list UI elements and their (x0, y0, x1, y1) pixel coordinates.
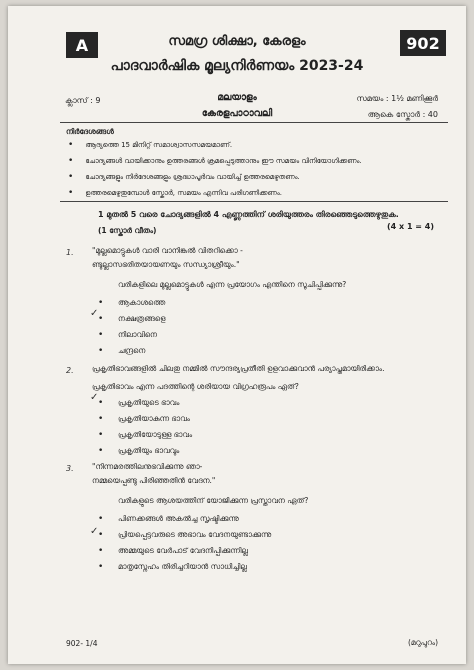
handwritten-tick-icon: ✓ (90, 526, 99, 537)
answer-option: • ആകാശത്തെ (118, 298, 165, 308)
instructions-list (68, 137, 362, 201)
time-label: സമയം : 1½ മണിക്കൂർ (356, 94, 438, 103)
question-quote-line: "നിന്നമരത്തിലനുഭവിക്കുന്നു ഞാ- (92, 462, 203, 471)
answer-option: • പ്രകൃതിയാകുന്ന ഭാവം (118, 414, 190, 424)
question-prompt: വരികളിലെ മുല്ലമൊട്ടുകൾ എന്ന പ്രയോഗം എന്തിനെ സൂചിപ്പിക്കുന്നു? (118, 280, 347, 289)
answer-option: • മാതൃസ്നേഹം തിരിച്ചറിയാൻ സാധിച്ചില്ല (118, 562, 247, 572)
answer-option: • പ്രിയപ്പെട്ടവരുടെ അഭാവം വേദനയുണ്ടാക്കുന്നു (118, 530, 271, 540)
answer-option: • നക്ഷത്രങ്ങളെ (118, 314, 165, 324)
instruction-item: • ആദ്യത്തെ 15 മിനിറ്റ് സമാശ്വാസസമയമാണ്. (68, 137, 362, 153)
continue-label: (മറുപുറം) (407, 638, 438, 647)
handwritten-tick-icon: ✓ (90, 308, 99, 319)
set-badge: A (66, 32, 98, 58)
organisation-title: സമഗ്ര ശിക്ഷാ, കേരളം (168, 34, 306, 49)
question-prompt: പ്രകൃതിഭാവം എന്ന പദത്തിന്റെ ശരിയായ വിഗ്രഹരൂപം ഏത്? (92, 382, 299, 391)
question-quote-line: നമ്മയെപ്പണ്ടു പിരിഞ്ഞതിൻ വേദന." (92, 476, 216, 485)
section-heading: 1 മുതൽ 5 വരെ ചോദ്യങ്ങളിൽ 4 എണ്ണത്തിന് ശരിയുത്തരം തിരഞ്ഞെടുത്തെഴുതുക. (98, 210, 399, 219)
instructions-box (60, 122, 448, 202)
answer-option: • നിലാവിനെ (118, 330, 157, 340)
question-quote-line: ണ്ടുല്ലാസഭരിതയായണയും സന്ധ്യാശ്രീയും." (92, 260, 240, 269)
answer-option: • പ്രകൃതിയുടെ ഭാവം (118, 398, 179, 408)
question-number: 1. (66, 248, 74, 257)
exam-title: പാദവാർഷിക മൂല്യനിർണയം 2023-24 (110, 58, 364, 74)
handwritten-tick-icon: ✓ (90, 392, 99, 403)
answer-option: • ചന്ദ്രനെ (118, 346, 145, 356)
instruction-item: • ഉത്തരമെഴുതുമ്പോൾ സ്കോർ, സമയം എന്നിവ പരിഗണിക്കണം. (68, 185, 362, 201)
paper-code-badge: 902 (400, 30, 446, 56)
instruction-item: • ചോദ്യങ്ങൾ വായിക്കാനും ഉത്തരങ്ങൾ ക്രമപ്പെടുത്താനും ഈ സമയം വിനിയോഗിക്കണം. (68, 153, 362, 169)
class-label: ക്ലാസ് : 9 (65, 96, 101, 105)
question-number: 2. (66, 366, 74, 375)
subject-title: മലയാളം (217, 92, 257, 103)
answer-option: • പ്രകൃതിയും ഭാവവും (118, 446, 179, 456)
answer-option: • പ്രകൃതിയോടുള്ള ഭാവം (118, 430, 192, 440)
paper-name: കേരളപാഠാവലി (201, 108, 273, 119)
instruction-item: • ചോദ്യങ്ങളും നിർദേശങ്ങളും ശ്രദ്ധാപൂർവം വായിച്ച് ഉത്തരമെഴുതണം. (68, 169, 362, 185)
answer-option: • പിണക്കങ്ങൾ അകൽച്ച സൃഷ്ടിക്കുന്നു (118, 514, 239, 524)
section-marks: (4 x 1 = 4) (386, 222, 434, 231)
question-prompt: വരികളുടെ ആശയത്തിന് യോജിക്കുന്ന പ്രസ്താവന ഏത്? (118, 496, 309, 505)
section-subheading: (1 സ്കോർ വീതം) (98, 226, 157, 235)
question-quote-line: "മുല്ലമൊട്ടുകൾ വാരി വാനിങ്കൽ വിതറിക്കൊ - (92, 246, 243, 255)
page-number: 902- 1/4 (66, 639, 98, 648)
instructions-heading: നിർദേശങ്ങൾ (66, 127, 114, 136)
question-intro: പ്രകൃതിഭാവങ്ങളിൽ ചിലതു നമ്മിൽ സൗന്ദര്യപ്രതീതി ഉളവാക്കുവാൻ പര്യാപ്തമായിരിക്കാം. (92, 364, 385, 373)
answer-option: • അമ്മയുടെ വേർപാട് വേദനിപ്പിക്കുന്നില്ല (118, 546, 248, 556)
score-label: ആകെ സ്കോർ : 40 (367, 110, 438, 119)
question-number: 3. (66, 464, 74, 473)
